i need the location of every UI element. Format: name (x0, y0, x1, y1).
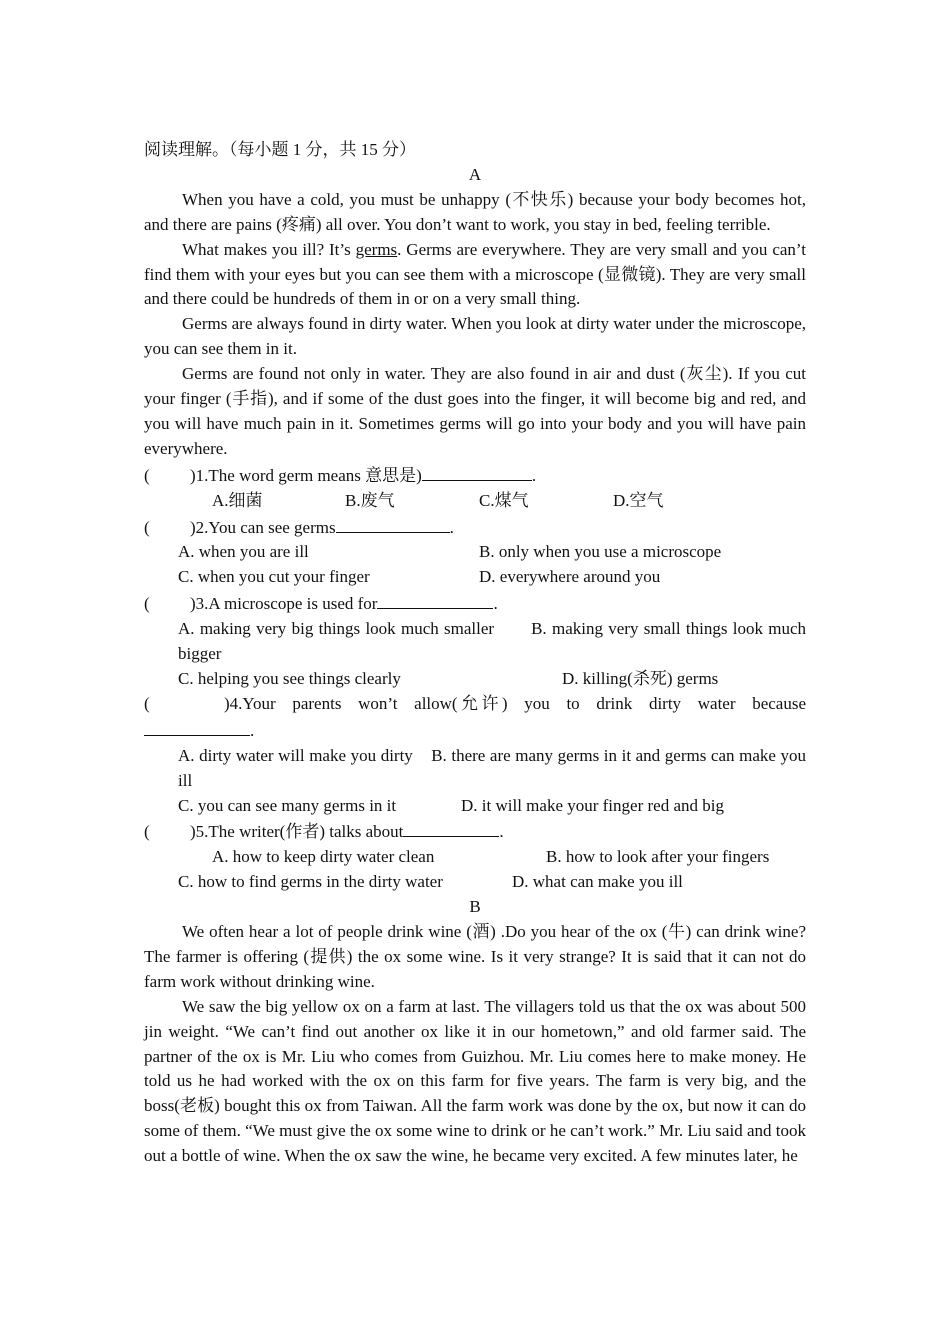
passage-b-paragraph-1: We often hear a lot of people drink wine (酒) .Do you hear of the ox (牛) can drink wine? The farmer is offering (提供) the ox some wine. Is it very strange? It is said that it can not do farm work without drinking wine. (144, 921, 806, 991)
passage-a-paragraph-4: Germs are found not only in water. They are also found in air and dust (灰尘). If you cut your finger (手指), and if some of the dust goes into the finger, it will become big and red, and you will have much pain in it. Sometimes germs will go into your body and you will have pain everywhere. (144, 364, 806, 458)
q3-option-d[interactable]: D. killing(杀死) germs (562, 668, 719, 688)
question-5-options-row-1 (144, 845, 806, 870)
question-5-options-row-2 (144, 870, 806, 895)
q4-option-a[interactable]: A. dirty water will make you dirty (178, 745, 413, 765)
paragraph-2-lead: What makes you ill? It’s (182, 239, 356, 259)
q5-option-c[interactable]: C. how to find germs in the dirty water (178, 872, 443, 892)
question-1-options (144, 489, 806, 514)
question-end: . (250, 720, 255, 740)
passage-a-paragraph-2 (144, 238, 806, 313)
section-heading: 阅读理解。（每小题 1 分，共 15 分） (144, 140, 416, 159)
question-end: . (499, 822, 504, 842)
q2-option-d[interactable]: D. everywhere around you (479, 567, 661, 587)
q2-option-a[interactable]: A. when you are ill (178, 542, 309, 562)
question-2-stem: )2.You can see germs (190, 517, 336, 537)
q1-option-a[interactable]: A.细菌 (212, 490, 263, 510)
q4-option-d[interactable]: D. it will make your finger red and big (461, 795, 724, 815)
question-5-stem: )5.The writer(作者) talks about (190, 822, 404, 842)
q2-option-c[interactable]: C. when you cut your finger (178, 567, 370, 587)
q5-option-d[interactable]: D. what can make you ill (512, 872, 683, 892)
question-2 (144, 514, 806, 541)
question-end: . (531, 465, 537, 485)
question-end: . (449, 517, 454, 537)
passage-a-paragraph-3: Germs are always found in dirty water. When you look at dirty water under the microscope, you can see them in it. (144, 314, 806, 359)
q1-option-d[interactable]: D.空气 (613, 490, 664, 510)
q1-option-c[interactable]: C.煤气 (479, 490, 529, 510)
q3-option-b[interactable]: B. making very small things look much bigger (178, 619, 806, 664)
passage-b-label: B (469, 897, 481, 917)
question-end: . (493, 594, 498, 614)
question-3-options-row-1 (144, 617, 806, 667)
answer-blank (403, 818, 499, 837)
question-1-stem: )1.The word germ means 意思是) (190, 465, 422, 485)
question-4-stem: )4.Your parents won’t allow(允许) you to drink dirty water because (224, 693, 806, 713)
answer-blank (336, 514, 450, 533)
q2-option-b[interactable]: B. only when you use a microscope (479, 542, 722, 562)
reading-comprehension-page (144, 138, 806, 1169)
answer-bracket[interactable]: ( (144, 693, 150, 713)
question-4 (144, 692, 806, 744)
answer-bracket[interactable]: ( (144, 517, 150, 537)
answer-blank (144, 717, 250, 736)
passage-a-paragraph-1: When you have a cold, you must be unhappy (不快乐) because your body becomes hot, and there are pains (疼痛) all over. You don’t want to work, you stay in bed, feeling terrible. (144, 189, 806, 234)
question-2-options-row-2 (144, 565, 806, 590)
q1-option-b[interactable]: B.废气 (345, 490, 395, 510)
paragraph-2-rest: . Germs are everywhere. They are very small and you can’t find them with your eyes but you can see them with a microscope (显微镜). They are very small and there could be hundreds of them in or on a very small thing. (144, 239, 806, 309)
q3-option-c[interactable]: C. helping you see things clearly (178, 668, 401, 688)
question-3-options-row-2 (144, 667, 806, 692)
q3-option-a[interactable]: A. making very big things look much smaller (178, 619, 495, 639)
passage-b-paragraph-2: We saw the big yellow ox on a farm at last. The villagers told us that the ox was about 500 jin weight. “We can’t find out another ox like it in our hometown,” and old farmer said. The partner of the ox is Mr. Liu who comes from Guizhou. Mr. Liu comes here to make money. He told us he had worked with the ox on this farm for five years. The farm is very big, and the boss(老板) bought this ox from Taiwan. All the farm work was done by the ox, but now it can do some of them. “We must give the ox some wine to drink or he can’t work.” Mr. Liu said and took out a bottle of wine. When the ox saw the wine, he became very excited. A few minutes later, he (144, 996, 806, 1166)
answer-bracket[interactable]: ( (144, 465, 150, 485)
question-3-stem: )3.A microscope is used for (190, 594, 378, 614)
q5-option-a[interactable]: A. how to keep dirty water clean (212, 847, 435, 867)
question-1 (144, 462, 806, 489)
q4-option-c[interactable]: C. you can see many germs in it (178, 795, 397, 815)
q5-option-b[interactable]: B. how to look after your fingers (546, 847, 770, 867)
answer-blank (377, 590, 493, 609)
answer-bracket[interactable]: ( (144, 594, 150, 614)
q4-option-b[interactable]: B. there are many germs in it and germs can make you ill (178, 745, 806, 790)
question-4-options-row-2 (144, 794, 806, 819)
answer-blank (422, 462, 532, 481)
question-5 (144, 818, 806, 845)
question-4-options-row-1 (144, 744, 806, 794)
question-3 (144, 590, 806, 617)
answer-bracket[interactable]: ( (144, 822, 150, 842)
passage-a-label: A (468, 164, 482, 184)
underlined-word-germs: germs (355, 239, 398, 259)
question-2-options-row-1 (144, 540, 806, 565)
